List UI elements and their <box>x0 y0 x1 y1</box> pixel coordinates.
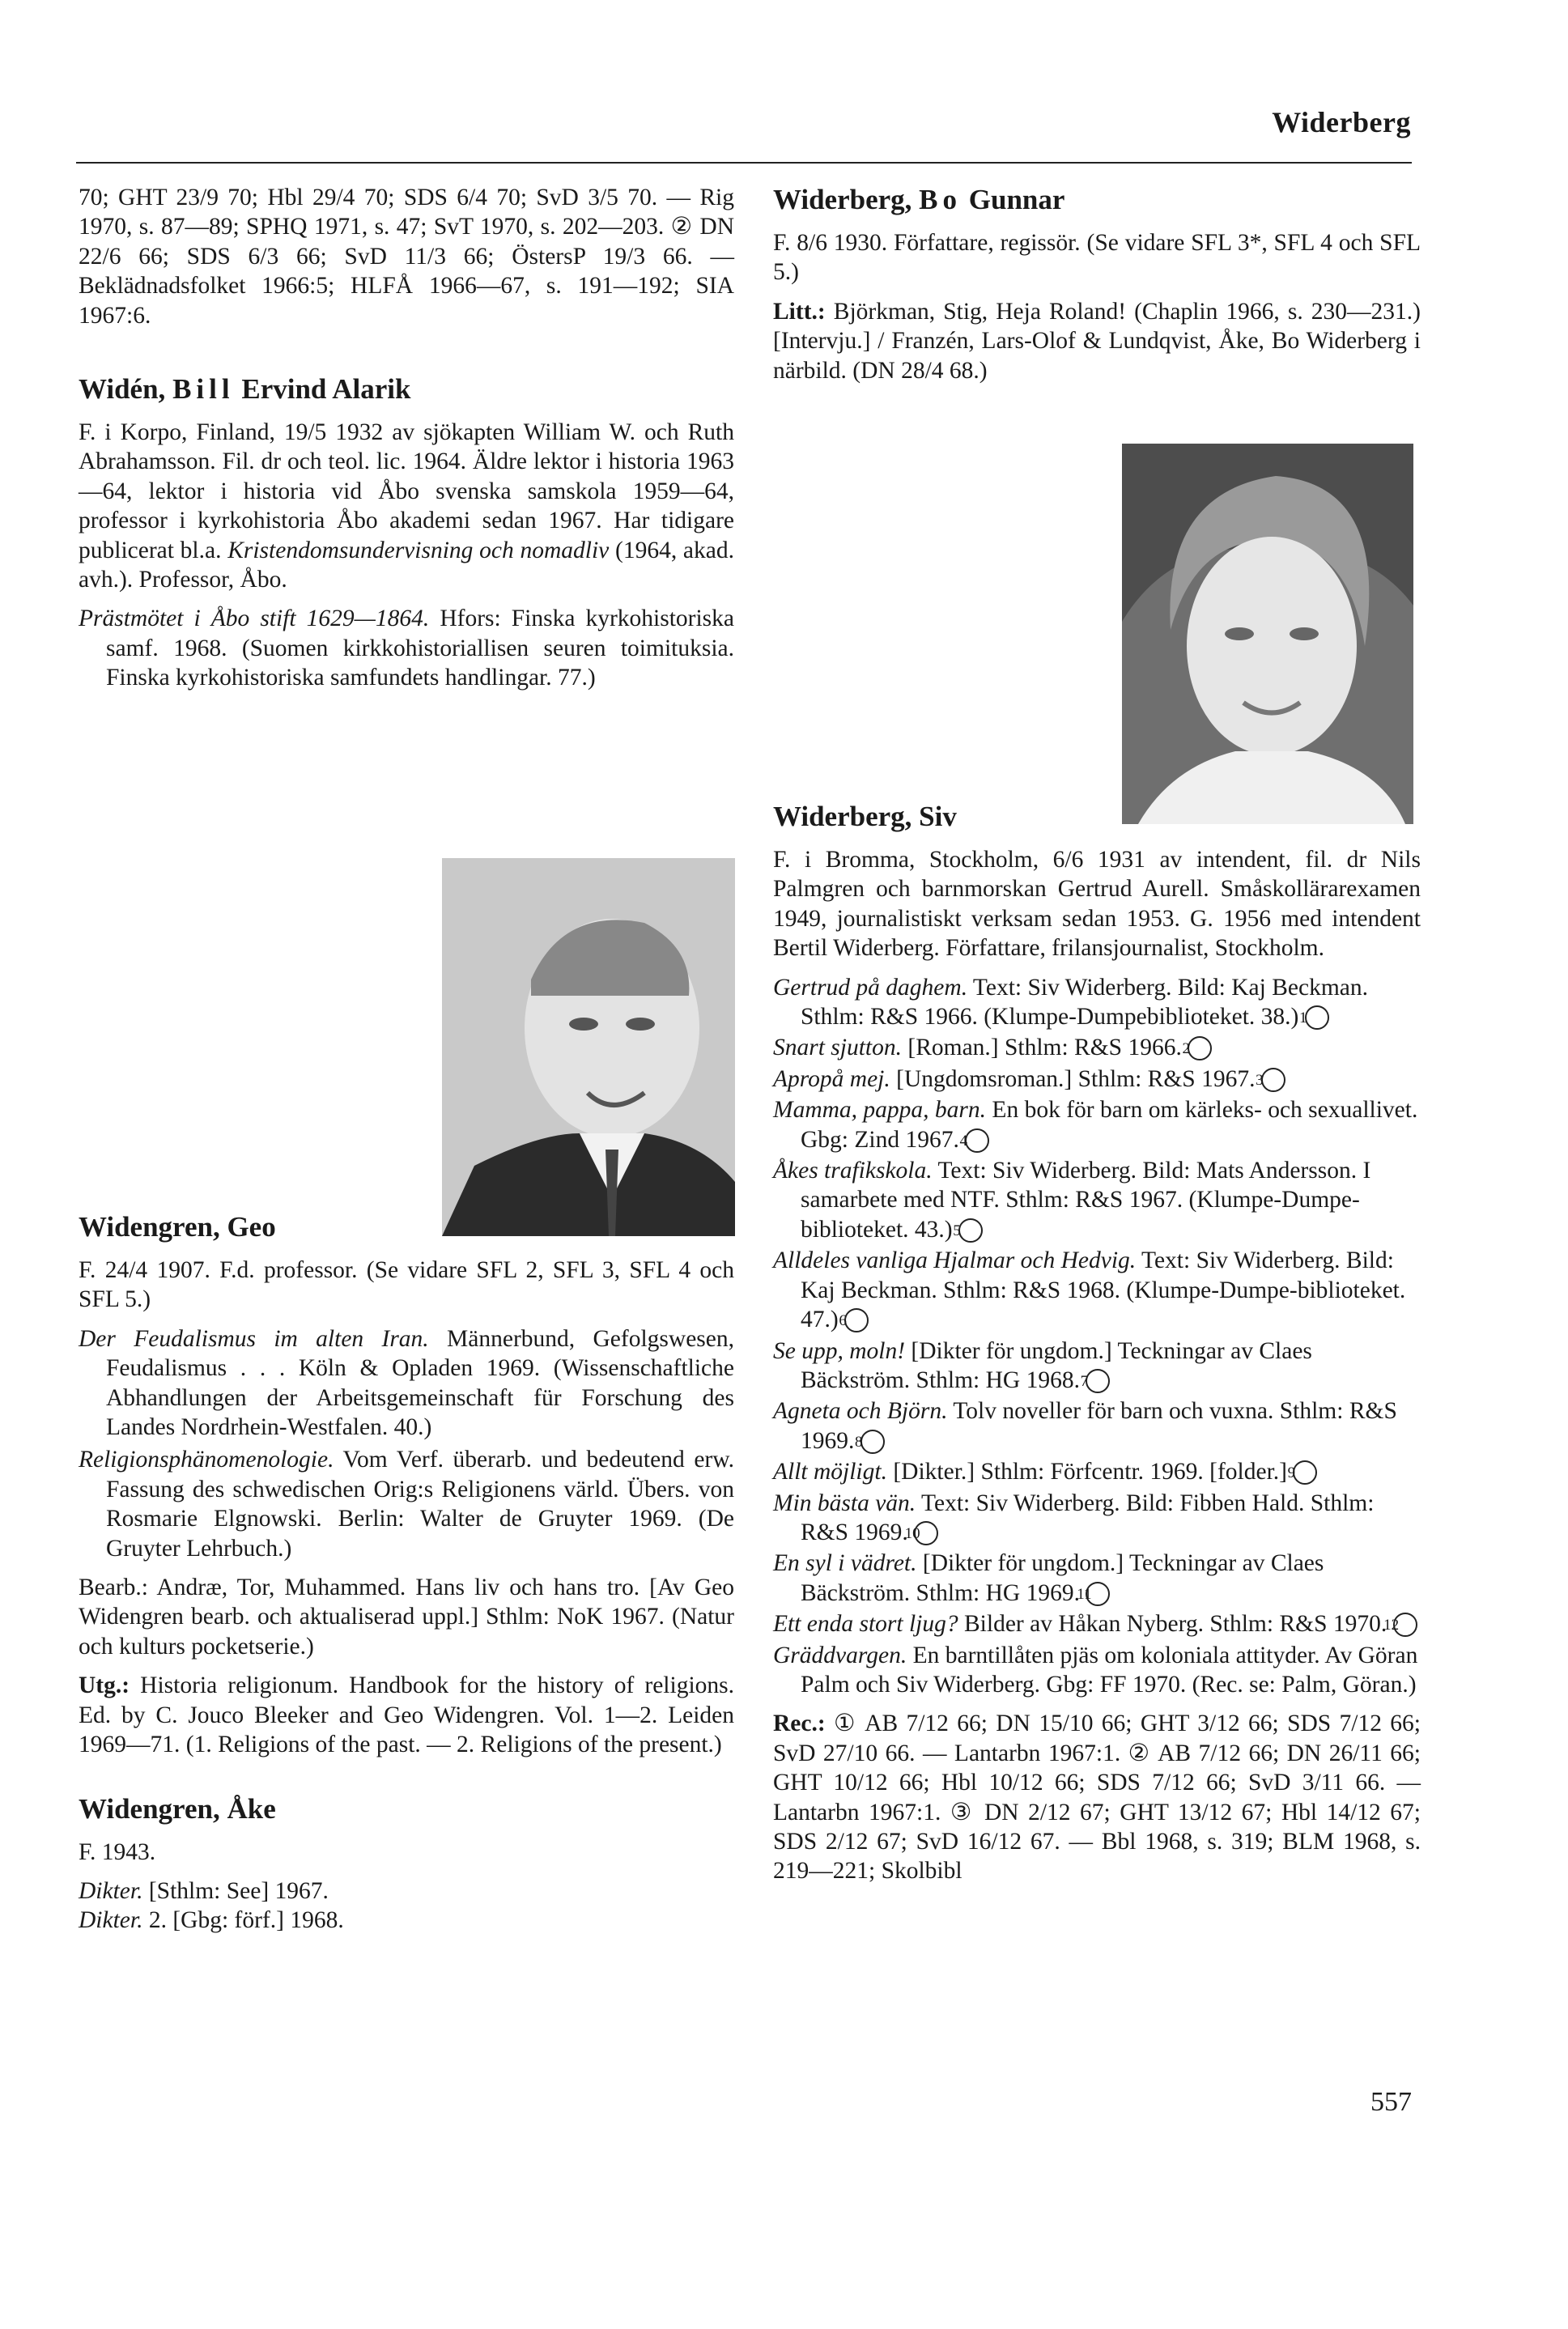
widen-given-rest: Ervind Alarik <box>241 373 411 406</box>
left-column-lower <box>79 1210 734 1936</box>
siv-work-item <box>773 1549 1421 1608</box>
widen-work <box>79 604 734 692</box>
widen-bio-work: Kristendomsundervisning och nomadliv <box>227 537 610 563</box>
bo-surname: Widerberg, <box>773 184 912 215</box>
siv-rec-rest: ① AB 7/12 66; DN 15/10 66; GHT 3/12 66; SDS 7/12 66; SvD 27/10 66. — Lantarbn 1967:1. ② AB 7/12 66; DN 26/11 66; GHT 10/12 66; Hbl 10/12 66; SDS 7/12 66; SvD 3/11 66. — Lantarbn 1967:1. ③ DN 2/12 67; GHT 13/12 67; Hbl 14/12 67; SDS 2/12 67; SvD 16/12 67. — Bbl 1968, s. 319; BLM 1968, s. 219—221; Skolbibl <box>773 1711 1421 1885</box>
bo-given-rest: Gunnar <box>968 184 1065 215</box>
siv-work-rest: Text: Siv Widerberg. Bild: Mats Andersson. I samarbete med NTF. Sthlm: R&S 1967. (Klumpe-Dumpe-biblioteket. 43.) <box>801 1158 1371 1243</box>
citation-mark: 7 <box>1086 1369 1110 1393</box>
siv-work-item <box>773 1609 1421 1638</box>
left-column <box>79 183 734 703</box>
siv-work-rest: [Dikter för ungdom.] Teckningar av Claes Bäckström. Sthlm: HG 1968. <box>801 1337 1312 1393</box>
citation-mark: 12 <box>1393 1613 1417 1637</box>
widen-bio-end: (1964, akad. avh.). Professor, Åbo. <box>79 537 734 593</box>
siv-work-rest: En bok för barn om kärleks- och sexuallivet. Gbg: Zind 1967. <box>801 1097 1418 1153</box>
siv-work-rest: [Dikter för ungdom.] Teckningar av Claes Bäckström. Sthlm: HG 1969. <box>801 1550 1324 1606</box>
geo-bearb: Bearb.: Andræ, Tor, Muhammed. Hans liv och hans tro. [Av Geo Widengren bearb. och aktualiserad uppl.] Sthlm: NoK 1967. (Natur och kulturs pocketserie.) <box>79 1575 734 1660</box>
siv-work-item <box>773 1095 1421 1154</box>
siv-work-rest: Tolv noveller för barn och vuxna. Sthlm: R&S 1969. <box>801 1398 1397 1454</box>
widen-work-rest: Hfors: Finska kyrkohistoriska samf. 1968. (Suomen kirkkohistoriallisen seuren toimituksia. Finska kyrkohistoriska samfundets handlingar. 77.) <box>106 606 735 691</box>
siv-rec-label: Rec.: <box>773 1711 826 1737</box>
ake-w1-title: Dikter. <box>79 1877 143 1904</box>
siv-work-title: Gräddvargen. <box>773 1642 907 1668</box>
siv-rec <box>773 1709 1421 1885</box>
geo-utg-label: Utg.: <box>79 1672 130 1699</box>
citation-mark: 4 <box>965 1128 989 1153</box>
citation-mark: 6 <box>844 1308 869 1332</box>
geo-w1-rest: Männerbund, Gefolgswesen, Feudalismus . . . Köln & Opladen 1969. (Wissenschaftliche Abhandlungen der Arbeitsgemeinschaft für Forschung des Landes Nordrhein-Westfalen. 40.) <box>106 1325 734 1441</box>
right-column <box>773 183 1421 395</box>
entry-title-widerberg-bo <box>773 183 1421 217</box>
ake-work-1 <box>79 1876 734 1906</box>
portrait-geo-widengren <box>442 858 735 1236</box>
portrait-siv-widerberg <box>1122 444 1413 824</box>
right-column-siv <box>773 800 1421 1896</box>
siv-work-title: Snart sjutton. <box>773 1035 902 1061</box>
bo-litt <box>773 297 1421 385</box>
siv-work-rest: Text: Siv Widerberg. Bild: Kaj Beckman. Sthlm: R&S 1968. (Klumpe-Dumpe-biblioteket. 47.) <box>801 1247 1406 1333</box>
siv-work-rest: Bilder av Håkan Nyberg. Sthlm: R&S 1970. <box>964 1611 1387 1638</box>
citation-mark: 5 <box>958 1218 983 1243</box>
siv-work-item <box>773 1246 1421 1334</box>
entry-title-widengren-geo: Widengren, Geo <box>79 1211 276 1243</box>
running-head: Widerberg <box>1272 106 1411 138</box>
siv-work-title: Mamma, pappa, barn. <box>773 1097 987 1124</box>
header-rule <box>76 162 1412 164</box>
geo-utg-rest: Historia religionum. Handbook for the history of religions. Ed. by C. Jouco Bleeker and Geo Widengren. Vol. 1—2. Leiden 1969—71. (1. Religions of the past. — 2. Religions of the present.) <box>79 1672 734 1758</box>
widen-work-title: Prästmötet i Åbo stift 1629—1864. <box>79 606 430 632</box>
widen-given-spaced: Bill <box>172 373 235 406</box>
geo-work-2 <box>79 1445 734 1563</box>
citation-mark: 11 <box>1086 1582 1110 1606</box>
siv-work-title: Alldeles vanliga Hjalmar och Hedvig. <box>773 1247 1137 1274</box>
ake-w2-rest: 2. [Gbg: förf.] 1968. <box>148 1907 344 1934</box>
bo-bio: F. 8/6 1930. Författare, regissör. (Se vidare SFL 3*, SFL 4 och SFL 5.) <box>773 230 1421 286</box>
siv-work-rest: Text: Siv Widerberg. Bild: Kaj Beckman. Sthlm: R&S 1966. (Klumpe-Dumpebiblioteket. 38.) <box>801 974 1368 1031</box>
siv-work-title: Ett enda stort ljug? <box>773 1611 958 1638</box>
ake-work-2 <box>79 1906 734 1935</box>
siv-work-title: Agneta och Björn. <box>773 1398 948 1425</box>
entry-title-widerberg-siv: Widerberg, Siv <box>773 801 957 832</box>
citation-mark: 10 <box>914 1521 938 1545</box>
siv-work-item <box>773 1489 1421 1548</box>
siv-work-rest: Text: Siv Widerberg. Bild: Fibben Hald. Sthlm: R&S 1969. <box>801 1490 1375 1545</box>
geo-w2-title: Religionsphänomenologie. <box>79 1447 334 1473</box>
siv-works-list <box>773 973 1421 1700</box>
siv-work-item <box>773 1457 1421 1486</box>
geo-work-1 <box>79 1324 734 1443</box>
entry-title-widengren-ake: Widengren, Åke <box>79 1792 276 1825</box>
siv-work-title: En syl i vädret. <box>773 1550 917 1577</box>
siv-work-item <box>773 1065 1421 1094</box>
siv-work-item <box>773 1156 1421 1244</box>
geo-utg <box>79 1671 734 1759</box>
citation-mark: 8 <box>860 1430 885 1454</box>
citation-mark: 1 <box>1305 1005 1329 1030</box>
siv-work-item <box>773 1641 1421 1700</box>
siv-work-rest: [Dikter.] Sthlm: Förfcentr. 1969. [folder.] <box>893 1459 1287 1485</box>
geo-w1-title: Der Feudalismus im alten Iran. <box>79 1325 429 1352</box>
bo-given-spaced: Bo <box>919 184 962 215</box>
siv-work-rest: [Roman.] Sthlm: R&S 1966. <box>907 1035 1182 1061</box>
citation-mark: 2 <box>1188 1036 1212 1060</box>
siv-work-rest: [Ungdomsroman.] Sthlm: R&S 1967. <box>896 1065 1256 1092</box>
geo-bio: F. 24/4 1907. F.d. professor. (Se vidare SFL 2, SFL 3, SFL 4 och SFL 5.) <box>79 1257 734 1313</box>
continuation-text: 70; GHT 23/9 70; Hbl 29/4 70; SDS 6/4 70; SvD 3/5 70. — Rig 1970, s. 87—89; SPHQ 1971, s. 47; SvT 1970, s. 202—203. ② DN 22/6 66; SDS 6/3 66; SvD 11/3 66; ÖstersP 19/3 66. — Beklädnadsfolket 1966:5; HLFÅ 1966—67, s. 191—192; SIA 1967:6. <box>79 185 734 329</box>
bo-litt-label: Litt.: <box>773 298 826 325</box>
entry-title-widen <box>79 372 734 406</box>
widen-bio <box>79 418 734 594</box>
siv-work-rest: En barntillåten pjäs om koloniala attityder. Av Göran Palm och Siv Widerberg. Gbg: FF 1970. (Rec. se: Palm, Göran.) <box>801 1642 1418 1698</box>
siv-work-title: Gertrud på daghem. <box>773 974 968 1001</box>
siv-work-title: Allt möjligt. <box>773 1459 887 1485</box>
widen-bio-text: F. i Korpo, Finland, 19/5 1932 av sjökapten William W. och Ruth Abrahamsson. Fil. dr och teol. lic. 1964. Äldre lektor i historia 1963—64, lektor i historia vid Åbo svenska samskola 1959—64, professor i kyrkohistoria Åbo akademi sedan 1967. Har tidigare publicerat bl.a. <box>79 419 734 563</box>
siv-work-title: Åkes trafikskola. <box>773 1158 933 1184</box>
citation-mark: 3 <box>1261 1068 1285 1092</box>
siv-work-item <box>773 973 1421 1032</box>
siv-bio: F. i Bromma, Stockholm, 6/6 1931 av intendent, fil. dr Nils Palmgren och barnmorskan Gertrud Aurell. Småskollärarexamen 1949, journalistiskt verksam sedan 1953. G. 1956 med intendent Bertil Widerberg. Författare, frilansjournalist, Stockholm. <box>773 847 1421 962</box>
citation-mark: 9 <box>1293 1460 1317 1485</box>
ake-w1-rest: [Sthlm: See] 1967. <box>148 1877 329 1904</box>
siv-work-item <box>773 1337 1421 1396</box>
siv-work-title: Se upp, moln! <box>773 1337 906 1364</box>
ake-bio: F. 1943. <box>79 1838 156 1865</box>
geo-w2-rest: Vom Verf. überarb. und bedeutend erw. Fassung des schwedischen Orig:s Religionens värld. Übers. von Rosmarie Elgnowski. Berlin: Walter de Gruyter 1969. (De Gruyter Lehrbuch.) <box>106 1447 734 1562</box>
page-number: 557 <box>1370 2087 1412 2117</box>
widen-surname: Widén, <box>79 373 166 406</box>
siv-work-title: Min bästa vän. <box>773 1490 916 1516</box>
ake-w2-title: Dikter. <box>79 1907 143 1934</box>
siv-work-title: Apropå mej. <box>773 1065 890 1092</box>
bo-litt-rest: Björkman, Stig, Heja Roland! (Chaplin 1966, s. 230—231.) [Intervju.] / Franzén, Lars-Olof & Lundqvist, Åke, Bo Widerberg i närbild. (DN 28/4 68.) <box>773 298 1421 384</box>
siv-work-item <box>773 1396 1421 1456</box>
siv-work-item <box>773 1033 1421 1062</box>
